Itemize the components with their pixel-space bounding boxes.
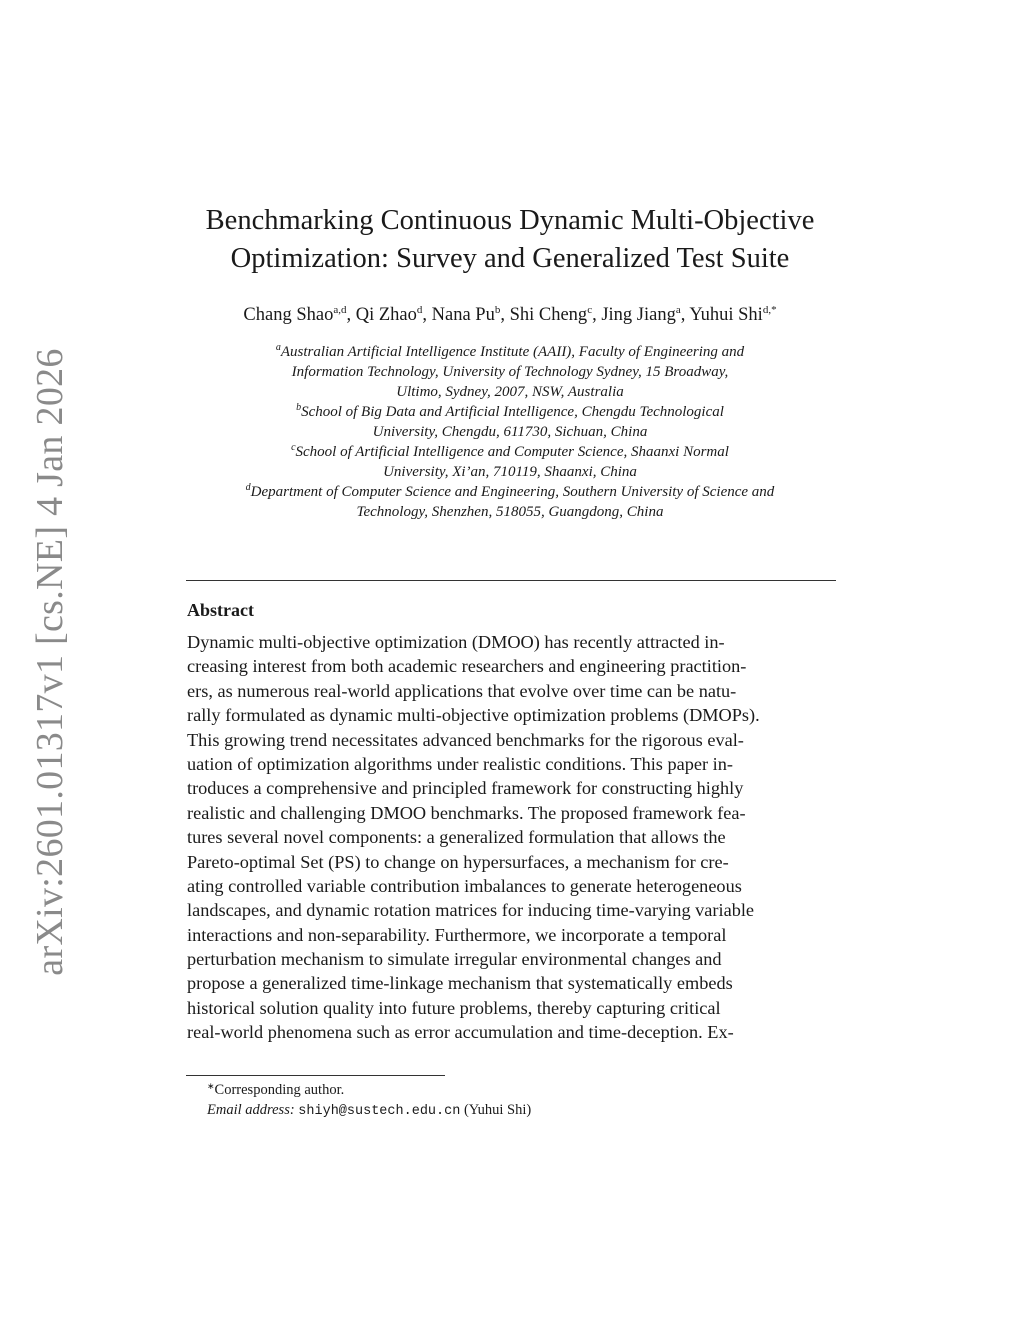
abstract-line: interactions and non-separability. Furthermore, we incorporate a temporal bbox=[187, 924, 727, 945]
abstract-line: historical solution quality into future problems, thereby capturing critical bbox=[187, 997, 721, 1018]
abstract-line: creasing interest from both academic researchers and engineering practition- bbox=[187, 656, 747, 677]
affiliation-d-cont: Technology, Shenzhen, 518055, Guangdong, China bbox=[356, 504, 664, 520]
abstract-line: ers, as numerous real-world applications that evolve over time can be natu- bbox=[187, 680, 737, 701]
author-affil-mark: d bbox=[416, 304, 423, 316]
abstract-line: ating controlled variable contribution imbalances to generate heterogeneous bbox=[187, 875, 742, 896]
title-line: Optimization: Survey and Generalized Test Suite bbox=[230, 243, 790, 274]
affiliation-a-cont: Information Technology, University of Technology Sydney, 15 Broadway, bbox=[291, 364, 729, 380]
abstract-line: Dynamic multi-objective optimization (DMOO) has recently attracted in- bbox=[187, 632, 725, 652]
footnote-rule bbox=[186, 1075, 445, 1076]
abstract-line: realistic and challenging DMOO benchmarks. The proposed framework fea- bbox=[187, 802, 746, 823]
abstract-heading: Abstract bbox=[187, 600, 254, 620]
affiliation-list bbox=[150, 342, 870, 522]
affiliation-d: $^d$Department of Computer Science and Engineering, Southern University of Science and bbox=[245, 482, 775, 500]
paper-title bbox=[150, 202, 870, 278]
affiliation-a-cont: Ultimo, Sydney, 2007, NSW, Australia bbox=[396, 384, 624, 400]
abstract-line: tures several novel components: a generalized formulation that allows the bbox=[187, 827, 726, 848]
affiliation-a: $^a$Australian Artificial Intelligence Institute (AAII), Faculty of Engineering and bbox=[275, 342, 745, 360]
author-affil-mark: d,* bbox=[762, 304, 777, 316]
affiliation-b-cont: University, Chengdu, 611730, Sichuan, China bbox=[372, 424, 648, 440]
email-label: Email address: bbox=[207, 1102, 295, 1118]
author-name: Shi Cheng bbox=[509, 305, 588, 325]
abstract-line: uation of optimization algorithms under realistic conditions. This paper in- bbox=[187, 753, 733, 774]
abstract-line: landscapes, and dynamic rotation matrices for inducing time-varying variable bbox=[187, 900, 755, 921]
author-affil-mark: c bbox=[587, 304, 593, 316]
abstract-line: perturbation mechanism to simulate irregular environmental changes and bbox=[187, 949, 722, 970]
arxiv-identifier: arXiv:2601.01317v1 [cs.NE] 4 Jan 2026 bbox=[29, 348, 71, 976]
abstract-line: propose a generalized time-linkage mechanism that systematically embeds bbox=[187, 973, 733, 994]
affiliation-c: $^c$School of Artificial Intelligence and Computer Science, Shaanxi Normal bbox=[291, 442, 729, 460]
abstract-line: This growing trend necessitates advanced benchmarks for the rigorous eval- bbox=[187, 729, 744, 750]
abstract-line: real-world phenomena such as error accumulation and time-deception. Ex- bbox=[187, 1022, 734, 1043]
abstract-line: Pareto-optimal Set (PS) to change on hypersurfaces, a mechanism for cre- bbox=[187, 851, 729, 872]
abstract-line: rally formulated as dynamic multi-objective optimization problems (DMOPs). bbox=[187, 705, 760, 726]
title-line: Benchmarking Continuous Dynamic Multi-Objective bbox=[205, 205, 815, 236]
author-name: Jing Jiang bbox=[601, 305, 676, 325]
author-list: Chang Shao$^{a,d}$, Qi Zhao$^d$, Nana Pu$^b$, Shi Cheng$^c$, Jing Jiang$^a$, Yuhui Shi$^{d,*}$ bbox=[243, 304, 777, 325]
email-address-link[interactable]: shiyh@sustech.edu.cn bbox=[298, 1104, 461, 1119]
author-name: Nana Pu bbox=[431, 305, 495, 325]
author-affil-mark: b bbox=[494, 304, 501, 316]
footnote bbox=[207, 1080, 531, 1122]
author-affil-mark: a,d bbox=[333, 304, 347, 316]
affiliation-b: $^b$School of Big Data and Artificial Intelligence, Chengdu Technological bbox=[296, 402, 724, 420]
author-name: Qi Zhao bbox=[355, 305, 417, 325]
author-name: Yuhui Shi bbox=[689, 305, 763, 325]
author-affil-mark: a bbox=[675, 304, 681, 316]
author-name: Chang Shao bbox=[243, 305, 334, 325]
corresponding-author-note: ∗Corresponding author. bbox=[207, 1081, 345, 1098]
email-note bbox=[207, 1100, 531, 1122]
affiliation-c-cont: University, Xi’an, 710119, Shaanxi, China bbox=[383, 464, 637, 480]
abstract-body bbox=[187, 630, 837, 1045]
abstract-top-rule bbox=[186, 580, 836, 581]
email-owner: (Yuhui Shi) bbox=[463, 1102, 532, 1118]
abstract-line: troduces a comprehensive and principled framework for constructing highly bbox=[187, 778, 744, 799]
